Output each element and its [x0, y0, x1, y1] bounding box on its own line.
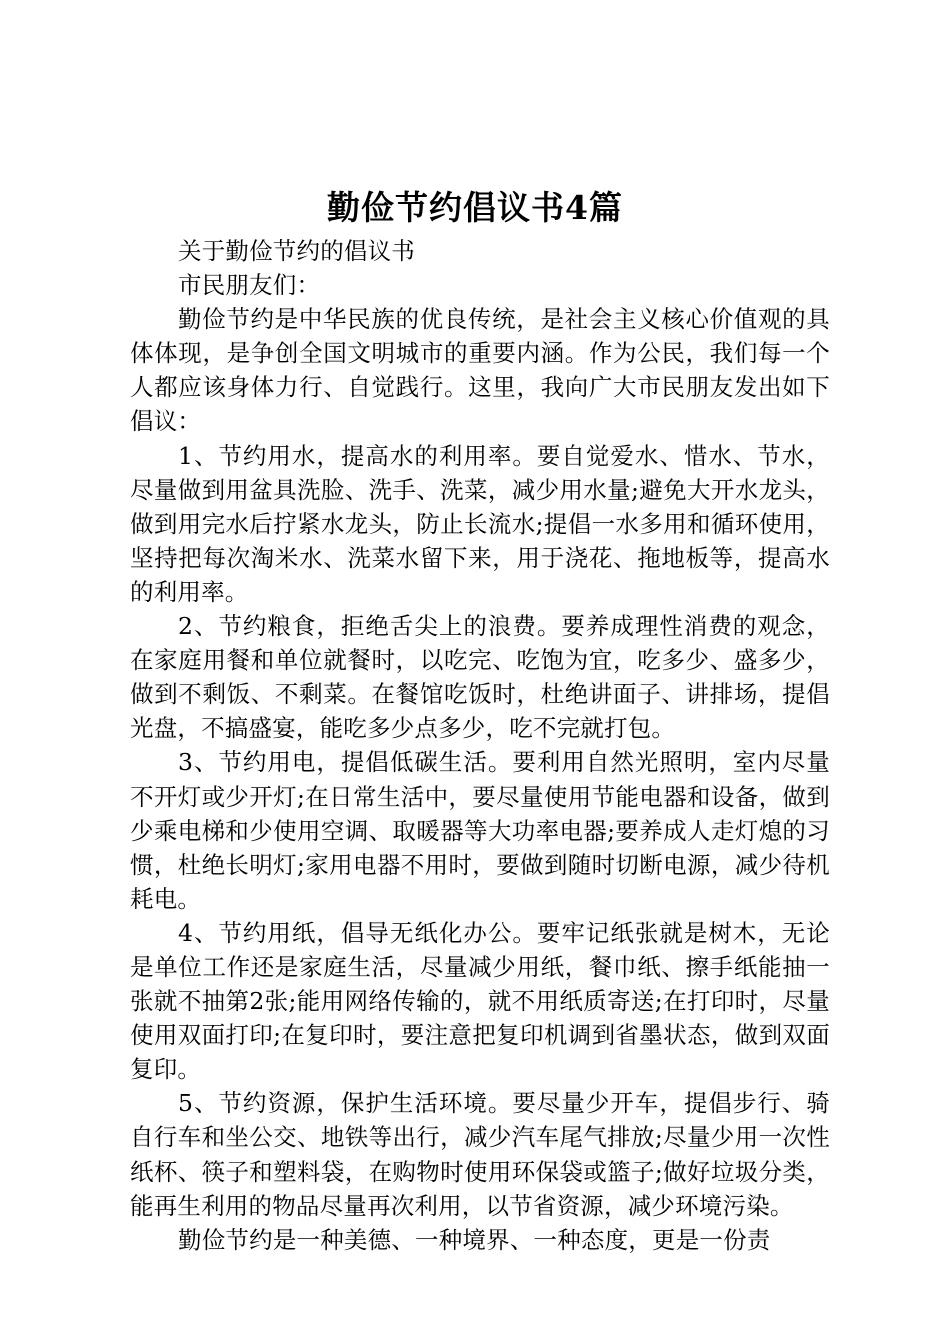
- paragraph-item-electricity: 3、节约用电，提倡低碳生活。要利用自然光照明，室内尽量不开灯或少开灯;在日常生活中，要尽量使用节能电器和设备，做到少乘电梯和少使用空调、取暖器等大功率电器;要养成人走灯熄的习惯，杜绝长明灯;家用电器不用时，要做到随时切断电源，减少待机耗电。: [130, 748, 830, 913]
- paragraph-salutation: 市民朋友们：: [178, 271, 321, 300]
- document-title: 勤俭节约倡议书4篇: [327, 188, 623, 227]
- paragraph-intro: 勤俭节约是中华民族的优良传统，是社会主义核心价值观的具体体现，是争创全国文明城市的重要内涵。作为公民，我们每一个人都应该身体力行、自觉践行。这里，我向广大市民朋友发出如下倡议：: [130, 305, 830, 436]
- paragraph-item-water: 1、节约用水，提高水的利用率。要自觉爱水、惜水、节水，尽量做到用盆具洗脸、洗手、洗菜，减少用水量;避免大开水龙头，做到用完水后拧紧水龙头，防止长流水;提倡一水多用和循环使用，坚持把每次淘米水、洗菜水留下来，用于浇花、拖地板等，提高水的利用率。: [130, 441, 830, 606]
- document-body: [130, 234, 830, 1257]
- paragraph-closing: 勤俭节约是一种美德、一种境界、一种态度，更是一份责: [178, 1225, 771, 1254]
- paragraph-item-resources: 5、节约资源，保护生活环境。要尽量少开车，提倡步行、骑自行车和坐公交、地铁等出行，减少汽车尾气排放;尽量少用一次性纸杯、筷子和塑料袋，在购物时使用环保袋或篮子;做好垃圾分类，能再生利用的物品尽量再次利用，以节省资源，减少环境污染。: [130, 1089, 830, 1220]
- paragraph-item-paper: 4、节约用纸，倡导无纸化办公。要牢记纸张就是树木，无论是单位工作还是家庭生活，尽量减少用纸，餐巾纸、擦手纸能抽一张就不抽第2张;能用网络传输的，就不用纸质寄送;在打印时，尽量使用双面打印;在复印时，要注意把复印机调到省墨状态，做到双面复印。: [130, 918, 830, 1084]
- paragraph-item-food: 2、节约粮食，拒绝舌尖上的浪费。要养成理性消费的观念，在家庭用餐和单位就餐时，以吃完、吃饱为宜，吃多少、盛多少，做到不剩饭、不剩菜。在餐馆吃饭时，杜绝讲面子、讲排场，提倡光盘，不搞盛宴，能吃多少点多少，吃不完就打包。: [130, 612, 830, 743]
- paragraph-subtitle: 关于勤俭节约的倡议书: [178, 237, 415, 265]
